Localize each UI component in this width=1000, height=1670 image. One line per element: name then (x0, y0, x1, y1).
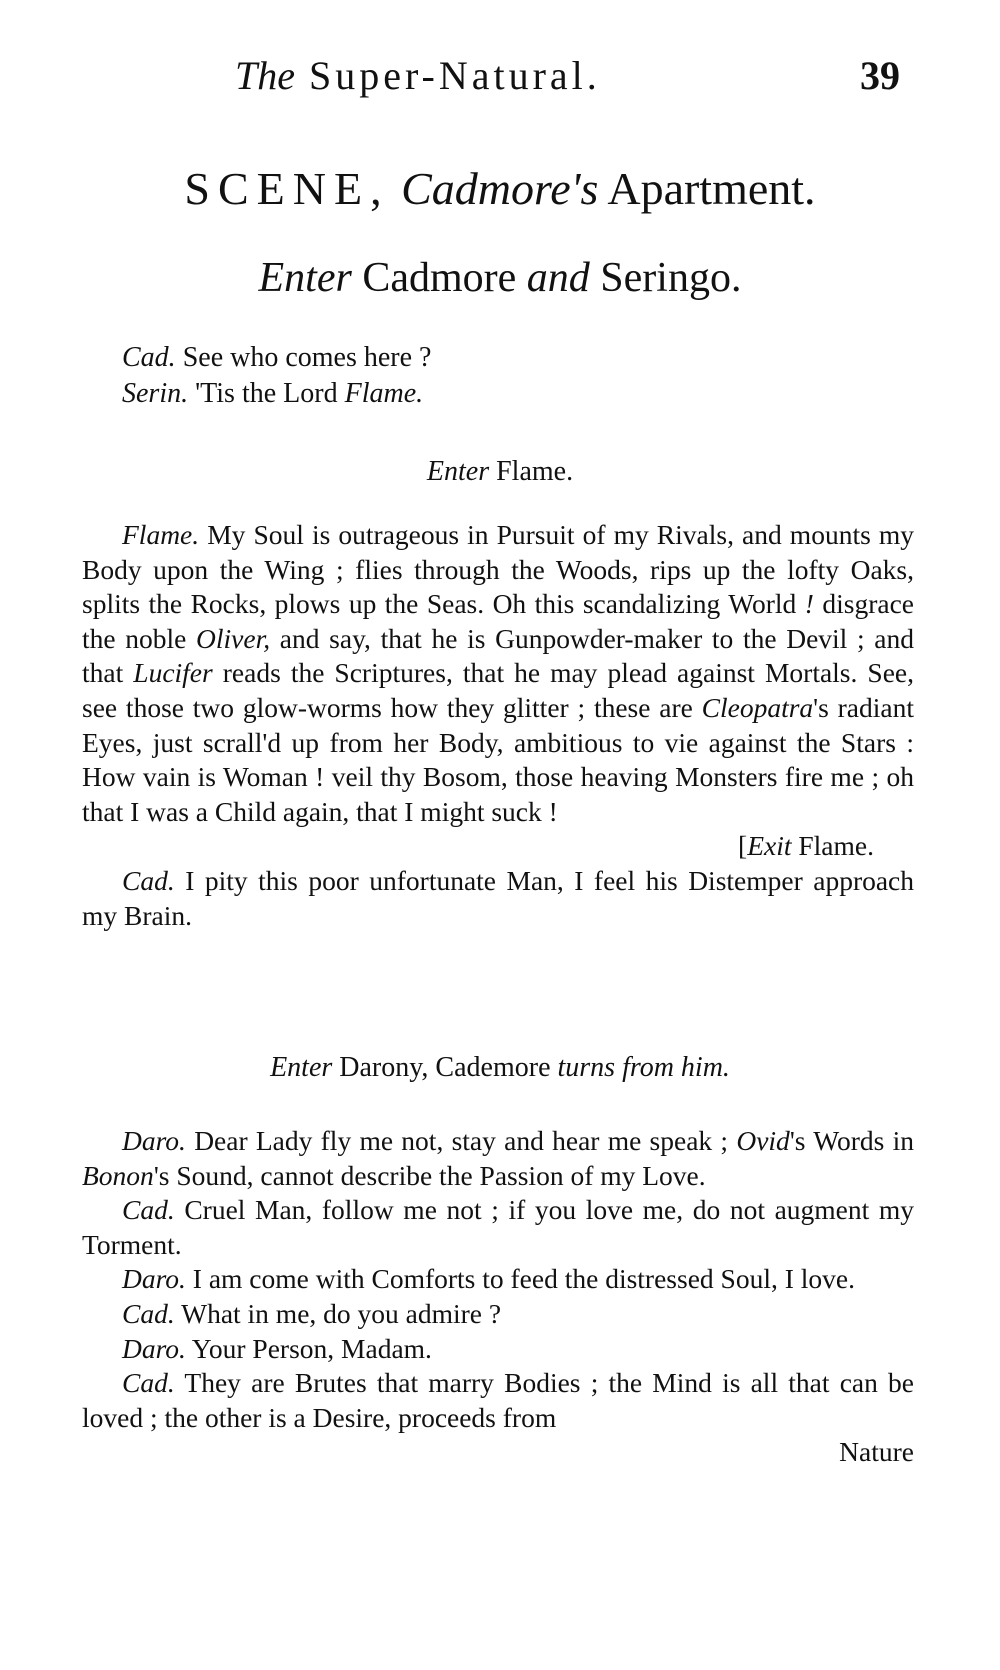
cad-speech (82, 864, 914, 933)
speech-emphasis: Oliver, (196, 622, 271, 654)
flame-speech (82, 518, 914, 829)
stage-direction-enter-cadmore-seringo (0, 254, 1000, 302)
scene-place: Apartment. (607, 163, 816, 214)
stage-direction-enter-flame (0, 456, 1000, 488)
speaker-label: Daro. (122, 1263, 186, 1295)
speech-text: and say, that he is Gunpowder-maker to the Devil ; and that (82, 622, 914, 689)
speaker-label: Cad. (122, 1194, 175, 1226)
running-title (235, 52, 601, 99)
speech-text: 's Sound, cannot describe the Passion of my Love. (153, 1159, 706, 1191)
speech-emphasis: Bonon (82, 1159, 154, 1191)
scene-owner: Cadmore's (401, 163, 599, 214)
speech-emphasis: Cleopatra (701, 691, 814, 723)
speaker-label: Daro. (122, 1125, 186, 1156)
conjunction: and (526, 255, 590, 301)
cad-speech (82, 1366, 914, 1435)
stage-direction-enter-darony (0, 1052, 1000, 1084)
scene-word: SCENE, (184, 163, 390, 214)
emphasis-name: Flame. (344, 378, 424, 409)
speaker-label: Serin. (122, 378, 189, 409)
running-title-main: Super-Natural. (309, 53, 601, 98)
speaker-label: Cad. (122, 1367, 175, 1399)
page-header (0, 52, 1000, 102)
enter-word: Enter (270, 1052, 333, 1083)
speaker-label: Daro. (122, 1332, 186, 1364)
speech-text: What in me, do you admire ? (181, 1297, 502, 1329)
speech-emphasis: Lucifer (133, 657, 213, 689)
speech-text: Your Person, Madam. (191, 1332, 432, 1364)
speaker-label: Cad. (122, 1297, 175, 1329)
speech-text: Cruel Man, follow me not ; if you love me, do not augment my Torment. (82, 1194, 914, 1260)
exit-bracket: [ (738, 830, 748, 862)
stage-direction-exit-flame (82, 829, 914, 864)
speech-emphasis: Ovid (736, 1125, 790, 1156)
character-name: Flame. (496, 456, 574, 487)
speaker-label: Cad. (122, 342, 176, 373)
dialogue-block (82, 1124, 914, 1470)
character-name: Darony, Cademore (339, 1052, 551, 1083)
daro-speech (82, 1262, 914, 1297)
speech-text: My Soul is outrageous in Pursuit of my Rivals, and mounts my Body upon the Wing ; flies through the Woods, rips up the lofty Oaks, splits the Rocks, plows up the Seas. Oh this scandalizing World (82, 519, 915, 620)
page-number: 39 (860, 53, 900, 98)
speech-text: Dear Lady fly me not, stay and hear me speak ; (194, 1125, 729, 1156)
speech-text: 'Tis the Lord (195, 378, 338, 409)
speech-text: I am come with Comforts to feed the distressed Soul, I love. (192, 1263, 855, 1295)
speaker-label: Cad. (122, 864, 175, 896)
running-title-prefix: The (235, 53, 295, 98)
speech-emphasis: ! (804, 588, 814, 620)
stage-action: turns from him. (557, 1052, 730, 1083)
speech-text: I pity this poor unfortunate Man, I feel his Distemper approach my Brain. (82, 864, 915, 931)
enter-word: Enter (258, 255, 352, 301)
speech-text: They are Brutes that marry Bodies ; the Mind is all that can be loved ; the other is a Desire, proceeds from (82, 1367, 915, 1433)
daro-speech (82, 1332, 914, 1367)
character-name: Flame. (798, 830, 874, 862)
character-name: Seringo. (600, 255, 742, 301)
dialogue-line-cad (122, 342, 431, 374)
character-name: Cadmore (362, 255, 517, 301)
daro-speech (82, 1124, 914, 1193)
speech-text: reads the Scriptures, that he may plead against Mortals. See, see those two glow-worms how they glitter ; these are (82, 657, 914, 723)
cad-speech (82, 1193, 914, 1262)
flame-speech-block (82, 518, 914, 933)
exit-word: Exit (747, 830, 792, 862)
cad-speech (82, 1297, 914, 1332)
dialogue-line-serin (122, 378, 423, 410)
catchword: Nature (839, 1436, 914, 1468)
speech-text: See who comes here ? (182, 342, 432, 373)
speaker-label: Flame. (122, 519, 200, 550)
speech-text: disgrace the noble (82, 588, 915, 654)
enter-word: Enter (426, 456, 490, 487)
scene-heading (0, 162, 1000, 215)
speech-text: 's Words in (789, 1125, 914, 1156)
speech-text: 's radiant Eyes, just scrall'd up from her Body, ambitious to vie against the Stars : How vain is Woman ! veil thy Bosom, those heaving Monsters fire me ; oh that I was a Child again, that I might suck ! (82, 691, 914, 827)
